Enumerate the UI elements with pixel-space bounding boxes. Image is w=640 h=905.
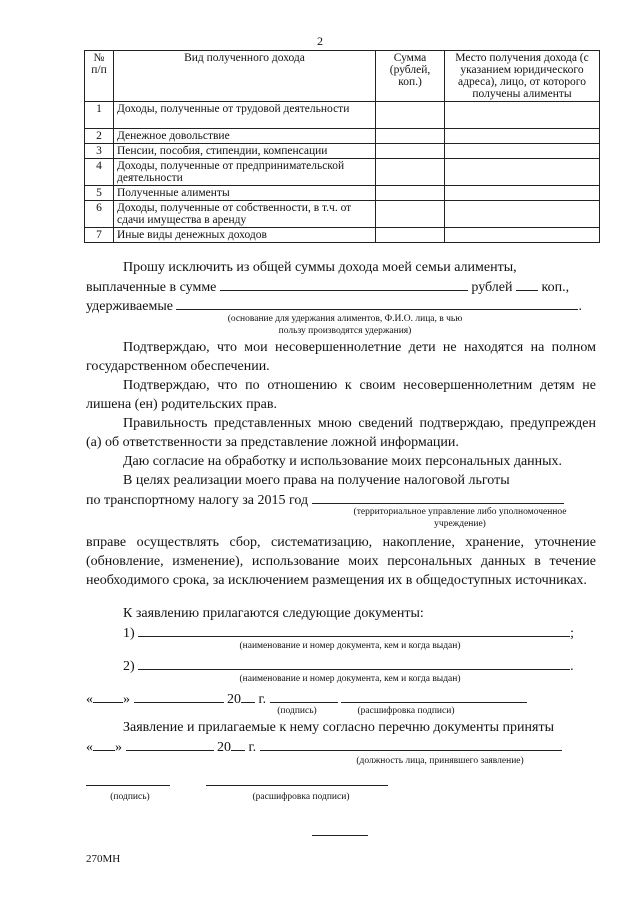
attachment-1-hint: (наименование и номер документа, кем и когда выдан) <box>239 641 461 651</box>
alimony-line1: Прошу исключить из общей суммы дохода моей семьи алименты, <box>123 260 517 275</box>
date-g: г. <box>258 692 267 707</box>
row-type: Доходы, полученные от трудовой деятельности <box>114 102 376 129</box>
attachment-2-end: . <box>570 659 574 674</box>
table-row <box>85 186 600 201</box>
signature-field[interactable] <box>270 689 338 703</box>
header-num: № п/п <box>85 51 114 102</box>
row-type: Доходы, полученные от предпринимательской деятельности <box>114 159 376 186</box>
row-place-cell[interactable] <box>445 102 600 129</box>
withheld-field[interactable] <box>176 296 578 310</box>
rubles-label: рублей <box>471 280 513 295</box>
income-table <box>84 50 600 243</box>
table-row <box>85 159 600 186</box>
accepted-year-prefix: 20 <box>217 740 231 755</box>
row-place-cell[interactable] <box>445 186 600 201</box>
attachment-1-field[interactable] <box>138 623 570 637</box>
tax-rest-text: вправе осуществлять сбор, систематизацию, накопление, хранение, уточнение (обновление, изменение), использование моих персональных данных в течение необходимого срока, за исключением размещения их в общедоступных источниках. <box>86 535 596 588</box>
row-num: 5 <box>85 186 114 201</box>
kop-field[interactable] <box>516 277 538 291</box>
confirm-accuracy-text: Правильность представленных мною сведений подтверждаю, предупрежден (а) об ответственности за представление ложной информации. <box>86 416 596 450</box>
table-row <box>85 129 600 144</box>
signature-decode-hint: (расшифровка подписи) <box>357 706 455 716</box>
alimony-sum-field[interactable] <box>220 277 468 291</box>
official-signature-hint: (подпись) <box>110 792 150 802</box>
tax-authority-field[interactable] <box>312 490 564 504</box>
withheld-hint: (основание для удержания алиментов, Ф.И.О. лица, в чью пользу производятся удержания) <box>227 314 463 336</box>
attachment-2-num: 2) <box>123 659 135 674</box>
withheld-label: удерживаемые <box>86 299 173 314</box>
header-type: Вид полученного дохода <box>114 51 376 102</box>
attachment-1-end: ; <box>570 626 575 641</box>
row-sum-cell[interactable] <box>376 228 445 243</box>
attachment-1-num: 1) <box>123 626 135 641</box>
tax-authority-hint: (территориальное управление либо уполномоченное учреждение) <box>353 507 567 529</box>
table-row <box>85 201 600 228</box>
date-month-field[interactable] <box>134 689 224 703</box>
header-sum: Сумма (рублей, коп.) <box>376 51 445 102</box>
official-decode-hint: (расшифровка подписи) <box>252 792 350 802</box>
row-place-cell[interactable] <box>445 201 600 228</box>
row-sum-cell[interactable] <box>376 186 445 201</box>
accepted-position-field[interactable] <box>260 737 562 751</box>
tax-year-label: по транспортному налогу за 2015 год <box>86 493 309 508</box>
row-num: 6 <box>85 201 114 228</box>
row-type: Полученные алименты <box>114 186 376 201</box>
official-signature-field[interactable] <box>86 785 170 786</box>
row-num: 3 <box>85 144 114 159</box>
row-num: 1 <box>85 102 114 129</box>
table-row <box>85 102 600 129</box>
row-sum-cell[interactable] <box>376 159 445 186</box>
confirm-rights-text: Подтверждаю, что по отношению к своим несовершеннолетним детям не лишена (ен) родительских прав. <box>86 378 596 412</box>
signature-hint: (подпись) <box>277 706 317 716</box>
accepted-month-field[interactable] <box>126 737 214 751</box>
date-year-prefix: 20 <box>227 692 241 707</box>
row-type: Денежное довольствие <box>114 129 376 144</box>
row-sum-cell[interactable] <box>376 102 445 129</box>
table-row <box>85 144 600 159</box>
row-sum-cell[interactable] <box>376 129 445 144</box>
kop-label: коп., <box>541 280 570 295</box>
row-place-cell[interactable] <box>445 144 600 159</box>
row-type: Пенсии, пособия, стипендии, компенсации <box>114 144 376 159</box>
row-sum-cell[interactable] <box>376 144 445 159</box>
row-type: Доходы, полученные от собственности, в т.ч. от сдачи имущества в аренду <box>114 201 376 228</box>
attachment-2-hint: (наименование и номер документа, кем и когда выдан) <box>239 674 461 684</box>
accepted-g: г. <box>248 740 257 755</box>
row-num: 7 <box>85 228 114 243</box>
date-quote-open: « <box>86 692 93 707</box>
accepted-quote-close: » <box>115 740 122 755</box>
accepted-position-hint: (должность лица, принявшего заявление) <box>356 756 524 766</box>
row-sum-cell[interactable] <box>376 201 445 228</box>
date-quote-close: » <box>123 692 130 707</box>
attachment-2-field[interactable] <box>138 656 570 670</box>
header-place: Место получения дохода (с указанием юридического адреса), лицо, от которого получены алименты <box>445 51 600 102</box>
date-day-field[interactable] <box>93 689 123 703</box>
row-place-cell[interactable] <box>445 228 600 243</box>
accepted-year-field[interactable] <box>231 737 245 751</box>
official-decode-field[interactable] <box>206 785 388 786</box>
confirm-children-text: Подтверждаю, что мои несовершеннолетние дети не находятся на полном государственном обеспечении. <box>86 340 596 374</box>
accepted-day-field[interactable] <box>93 737 115 751</box>
row-num: 2 <box>85 129 114 144</box>
table-header-row <box>85 51 600 102</box>
row-num: 4 <box>85 159 114 186</box>
alimony-sum-label: выплаченные в сумме <box>86 280 217 295</box>
row-place-cell[interactable] <box>445 129 600 144</box>
attachments-title: К заявлению прилагаются следующие документы: <box>123 606 424 621</box>
row-place-cell[interactable] <box>445 159 600 186</box>
row-type: Иные виды денежных доходов <box>114 228 376 243</box>
form-code: 270МН <box>86 853 121 865</box>
accepted-text: Заявление и прилагаемые к нему согласно перечню документы приняты <box>123 720 554 735</box>
table-row <box>85 228 600 243</box>
accepted-quote-open: « <box>86 740 93 755</box>
date-year-field[interactable] <box>241 689 255 703</box>
consent-text: Даю согласие на обработку и использование моих персональных данных. <box>123 454 563 469</box>
tax-line1: В целях реализации моего права на получение налоговой льготы <box>123 473 510 488</box>
end-divider <box>312 835 368 836</box>
signature-decode-field[interactable] <box>341 689 527 703</box>
page-number: 2 <box>317 34 323 48</box>
